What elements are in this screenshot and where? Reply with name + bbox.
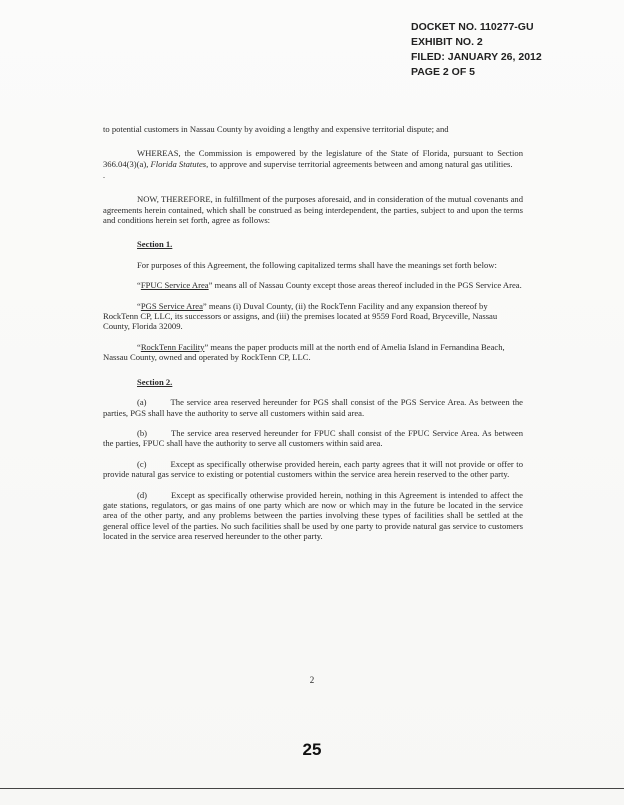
filed-date: FILED: JANUARY 26, 2012 [411,51,542,63]
now-therefore-paragraph: NOW, THEREFORE, in fulfillment of the purposes aforesaid, and in consideration of the mutual covenants and agreements herein contained, which shall be construed as being interdependent, the parties, subject to and upon the terms and conditions herein set forth, agree as follows: [103,194,523,226]
section-2-item-b [103,428,523,449]
docket-number: DOCKET NO. 110277-GU [411,21,534,33]
bottom-rule [0,788,624,789]
section-2-item-d [103,490,523,542]
defined-term: FPUC Service Area [140,280,209,291]
page-of-label: PAGE 2 OF 5 [411,66,475,78]
stray-mark: . [103,171,105,181]
intro-paragraph: to potential customers in Nassau County by avoiding a lengthy and expensive territorial dispute; and [103,124,449,134]
section-2-item-c [103,459,523,480]
section-2-item-a [103,397,523,418]
docket-header [411,20,542,80]
whereas-paragraph [103,148,523,169]
item-label: (b) [137,427,148,438]
section-2-heading: Section 2. [137,376,173,387]
defined-term: RockTenn Facility [140,341,205,352]
section-1-heading: Section 1. [137,239,173,250]
item-label: (d) [137,489,148,500]
item-text: Except as specifically otherwise provided herein, nothing in this Agreement is intended to affect the gate stations, regulators, or gas mains of one party which are now or which may in the future be located in the service area of the other party, and any problems between the parties involving these types of facilities shall be settled at the general office level of the parties. No such facilities shall be used by one party to provide natural gas service to customers located in the service area reserved hereunder to the other party. [103,489,523,542]
whereas-text-b: , to approve and supervise territorial agreements between and among natural gas utilities. [206,158,513,169]
definition-text: means (i) Duval County, (ii) the RockTenn Facility and any expansion thereof by RockTenn CP, LLC, its successors or assigns, and (iii) the premises located at 9559 Ford Road, Bryceville, Nassau County, Florida 32009. [103,300,498,332]
page-number: 2 [309,675,315,685]
whereas-text-a: WHEREAS, the Commission is empowered by the legislature of the State of Florida, pursuant to Section 366.04(3)(a), [103,148,523,169]
agreement-body [103,124,523,542]
defined-term: PGS Service Area [140,300,203,311]
definition-pgs-service-area: “PGS Service Area” means (i) Duval County, (ii) the RockTenn Facility and any expansion thereof by RockTenn CP, LLC, its successors or assigns, and (iii) the premises located at 9559 Ford Road, Bryceville, Nassau County, Florida 32009. [103,300,498,332]
definition-rocktenn-facility: “RockTenn Facility” means the paper products mill at the north end of Amelia Island in Fernandina Beach, Nassau County, owned and operated by RockTenn CP, LLC. [103,341,505,363]
definition-text: means all of Nassau County except those areas thereof included in the PGS Service Area. [212,280,522,291]
exhibit-label: EXHIBIT NO. 2 [411,36,483,48]
section-1-intro: For purposes of this Agreement, the following capitalized terms shall have the meanings set forth below: [137,259,497,270]
item-text: The service area reserved hereunder for FPUC shall consist of the FPUC Service Area. As between the parties, FPUC shall have the authority to serve all customers within said area. [103,427,523,449]
item-text: Except as specifically otherwise provided herein, each party agrees that it will not provide or offer to provide natural gas service to existing or potential customers within the service area herein reserved to the other party. [103,458,523,480]
statute-reference: Florida Statutes [150,158,207,169]
item-label: (c) [137,458,147,469]
definition-fpuc-service-area: “FPUC Service Area” means all of Nassau County except those areas thereof included in the PGS Service Area. [137,280,522,291]
item-text: The service area reserved hereunder for PGS shall consist of the PGS Service Area. As between the parties, PGS shall have the authority to serve all customers within said area. [103,397,523,418]
item-label: (a) [137,397,147,408]
definition-text: means the paper products mill at the north end of Amelia Island in Fernandina Beach, Nassau County, owned and operated by RockTenn CP, LLC. [103,341,505,363]
exhibit-page-number: 25 [302,740,322,759]
